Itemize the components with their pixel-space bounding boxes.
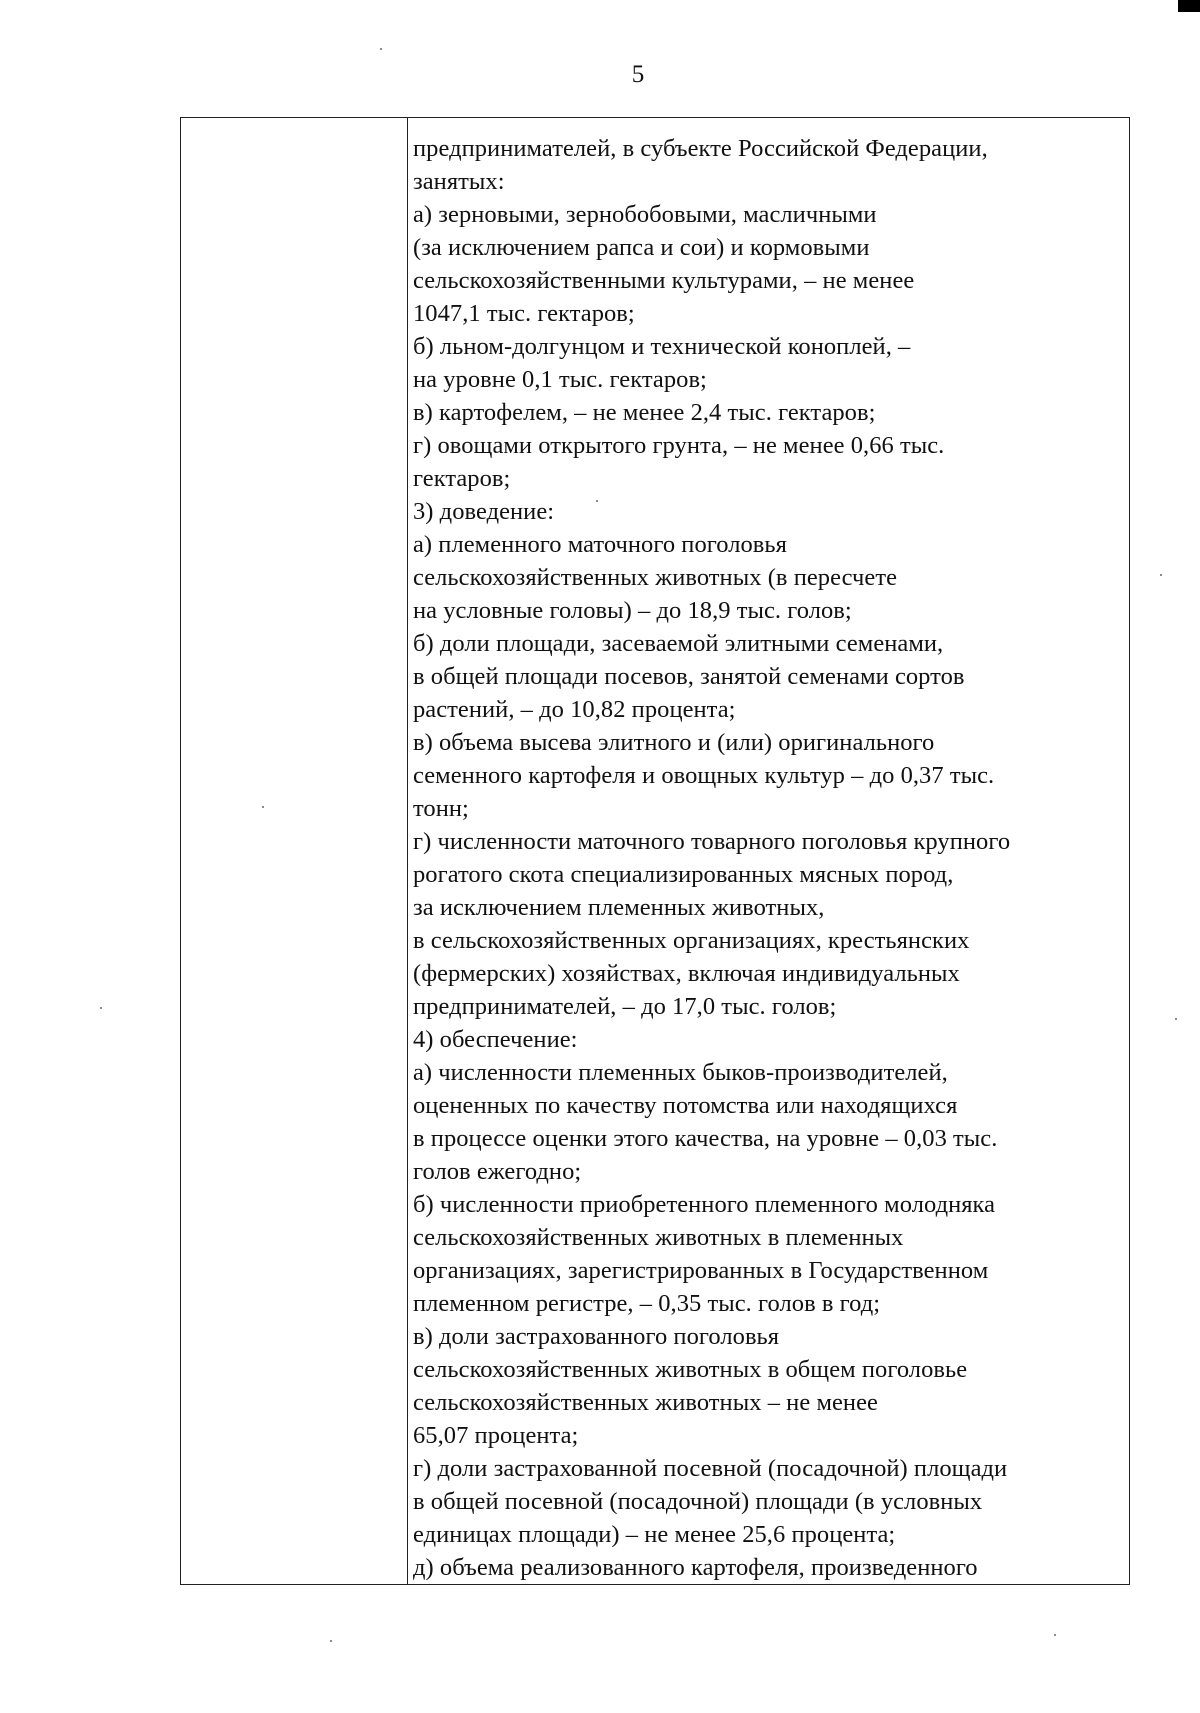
scan-speck [380, 48, 382, 50]
text-line: растений, – до 10,82 процента; [413, 696, 736, 723]
page-number: 5 [631, 61, 645, 88]
text-line: д) объема реализованного картофеля, произведенного [413, 1554, 978, 1581]
text-line: сельскохозяйственными культурами, – не менее [413, 267, 915, 294]
scan-speck [1160, 574, 1162, 576]
scan-speck [100, 1007, 102, 1009]
text-line: в) картофелем, – не менее 2,4 тыс. гектаров; [413, 399, 876, 426]
text-line: (за исключением рапса и сои) и кормовыми [413, 234, 870, 261]
scan-speck [330, 1640, 332, 1642]
text-line: в процессе оценки этого качества, на уровне – 0,03 тыс. [413, 1125, 998, 1152]
text-line: б) численности приобретенного племенного молодняка [413, 1191, 996, 1218]
text-line: г) доли застрахованной посевной (посадочной) площади [413, 1455, 1008, 1482]
text-line: в) объема высева элитного и (или) оригинального [413, 729, 935, 756]
text-line: на уровне 0,1 тыс. гектаров; [413, 366, 707, 393]
text-line: за исключением племенных животных, [413, 894, 825, 921]
scan-speck [1175, 1018, 1177, 1020]
text-line: организациях, зарегистрированных в Государственном [413, 1257, 989, 1284]
text-line: а) племенного маточного поголовья [413, 531, 787, 558]
text-line: 3) доведение: [413, 498, 555, 525]
text-line: б) льном-долгунцом и технической коноплей, – [413, 333, 911, 360]
text-line: 1047,1 тыс. гектаров; [413, 300, 635, 327]
text-line: гектаров; [413, 465, 511, 492]
text-line: занятых: [413, 168, 505, 195]
text-line: 65,07 процента; [413, 1422, 579, 1449]
text-line: г) овощами открытого грунта, – не менее 0,66 тыс. [413, 432, 945, 459]
text-line: (фермерских) хозяйствах, включая индивидуальных [413, 960, 960, 987]
text-line: сельскохозяйственных животных (в пересчете [413, 564, 898, 591]
scan-speck [1054, 1634, 1056, 1636]
scan-speck [262, 806, 264, 808]
text-line: рогатого скота специализированных мясных пород, [413, 861, 954, 888]
table-row [181, 118, 1130, 1585]
text-line: голов ежегодно; [413, 1158, 582, 1185]
text-line: тонн; [413, 795, 469, 822]
scan-speck [596, 500, 598, 502]
text-line: в сельскохозяйственных организациях, крестьянских [413, 927, 970, 954]
text-line: предпринимателей, – до 17,0 тыс. голов; [413, 993, 837, 1020]
text-line: на условные головы) – до 18,9 тыс. голов; [413, 597, 852, 624]
scan-corner-mark [1178, 0, 1200, 12]
text-line: семенного картофеля и овощных культур – до 0,37 тыс. [413, 762, 995, 789]
text-line: 4) обеспечение: [413, 1026, 578, 1053]
table-cell-right [408, 118, 1130, 1585]
cell-text [408, 118, 1129, 1584]
text-line: а) численности племенных быков-производителей, [413, 1059, 948, 1086]
text-line: в) доли застрахованного поголовья [413, 1323, 780, 1350]
text-line: сельскохозяйственных животных в племенных [413, 1224, 904, 1251]
text-line: а) зерновыми, зернобобовыми, масличными [413, 201, 877, 228]
document-table [180, 117, 1130, 1585]
text-line: предпринимателей, в субъекте Российской Федерации, [413, 135, 988, 162]
text-line: б) доли площади, засеваемой элитными семенами, [413, 630, 944, 657]
text-line: сельскохозяйственных животных в общем поголовье [413, 1356, 968, 1383]
text-line: в общей площади посевов, занятой семенами сортов [413, 663, 965, 690]
text-line: в общей посевной (посадочной) площади (в условных [413, 1488, 983, 1515]
text-line: оцененных по качеству потомства или находящихся [413, 1092, 958, 1119]
text-line: сельскохозяйственных животных – не менее [413, 1389, 878, 1416]
text-line: единицах площади) – не менее 25,6 процента; [413, 1521, 896, 1548]
text-line: г) численности маточного товарного поголовья крупного [413, 828, 1011, 855]
text-line: племенном регистре, – 0,35 тыс. голов в год; [413, 1290, 881, 1317]
table-cell-left [181, 118, 408, 1585]
